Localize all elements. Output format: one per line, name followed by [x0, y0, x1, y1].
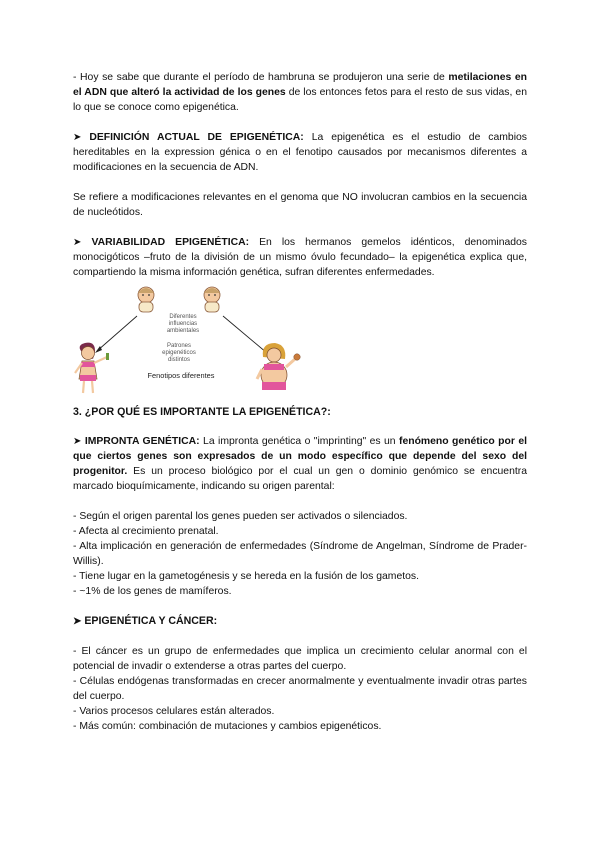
figure-label-epigenetic: Patrones epigenéticos distintos: [162, 343, 196, 363]
arrow-icon: ➤: [73, 436, 82, 447]
list-item: - Afecta al crecimiento prenatal.: [73, 526, 219, 537]
document-page: [73, 70, 527, 734]
list-item: - Según el origen parental los genes pueden ser activados o silenciados.: [73, 511, 408, 522]
figure-label-phenotypes: Fenotipos diferentes: [147, 371, 215, 380]
woman-right-icon: [257, 343, 300, 390]
definition-extra-paragraph: Se refiere a modificaciones relevantes en el genoma que NO involucran cambios en la secuencia de nucleótidos.: [73, 192, 527, 218]
cancer-bullet-list: [73, 644, 527, 734]
list-item: - ~1% de los genes de mamíferos.: [73, 586, 232, 597]
arrow-icon: ➤: [73, 616, 82, 627]
arrow-icon: ➤: [73, 132, 82, 143]
imprinting-paragraph: ➤ IMPRONTA GENÉTICA: La impronta genética o "imprinting" es un fenómeno genético por el que ciertos genes son expresados de un modo específico que depende del sexo del progenitor. Es un proceso biológico por el cual un gen o dominio genómico se encuentra marcado bioquímicamente, indicando su origen parental:: [73, 436, 528, 492]
twins-epigenetics-figure: [73, 283, 527, 399]
list-item: - El cáncer es un grupo de enfermedades que implica un crecimiento celular anormal con el potencial de invadir o extenderse a otras partes del cuerpo.: [73, 646, 527, 672]
imprinting-bullet-list: [73, 509, 527, 599]
intro-paragraph: - Hoy se sabe que durante el período de hambruna se produjeron una serie de metilaciones en el ADN que alteró la actividad de los genes de los entonces fetos para el resto de sus vidas, en lo que se conoce como epigenética.: [73, 72, 527, 113]
figure-label-environment: Diferentes influencias ambientales: [166, 314, 200, 334]
variability-title: VARIABILIDAD EPIGENÉTICA:: [91, 237, 250, 248]
definition-title: DEFINICIÓN ACTUAL DE EPIGENÉTICA:: [89, 132, 304, 143]
list-item: - Alta implicación en generación de enfermedades (Síndrome de Angelman, Síndrome de Prader-Willis).: [73, 541, 527, 567]
twins-illustration: [73, 283, 527, 399]
section-3-heading: 3. ¿POR QUÉ ES IMPORTANTE LA EPIGENÉTICA?:: [73, 406, 331, 418]
cancer-heading: ➤ EPIGENÉTICA Y CÁNCER:: [73, 615, 218, 627]
imprinting-title: IMPRONTA GENÉTICA:: [84, 436, 200, 447]
baby-icon: [138, 287, 154, 312]
list-item: - Más común: combinación de mutaciones y cambios epigenéticos.: [73, 721, 382, 732]
list-item: - Tiene lugar en la gametogénesis y se hereda en la fusión de los gametos.: [73, 571, 419, 582]
arrow-icon: ➤: [73, 237, 82, 248]
list-item: - Células endógenas transformadas en crecer anormalmente y eventualmente invadir otras partes del cuerpo.: [73, 676, 527, 702]
list-item: - Varios procesos celulares están alterados.: [73, 706, 275, 717]
variability-paragraph: ➤ VARIABILIDAD EPIGENÉTICA: En los hermanos gemelos idénticos, denominados monocigóticos –fruto de la división de un mismo óvulo fecundado– la epigenética explica que, compartiendo la misma información genética, sufran diferentes enfermedades.: [73, 237, 528, 278]
woman-left-icon: [75, 343, 109, 393]
baby-icon: [204, 287, 220, 312]
definition-paragraph: ➤ DEFINICIÓN ACTUAL DE EPIGENÉTICA: La epigenética es el estudio de cambios hereditables en la expression génica o en el fenotipo causados por mecanismos diferentes a modificaciones en la secuencia de ADN.: [73, 132, 527, 173]
